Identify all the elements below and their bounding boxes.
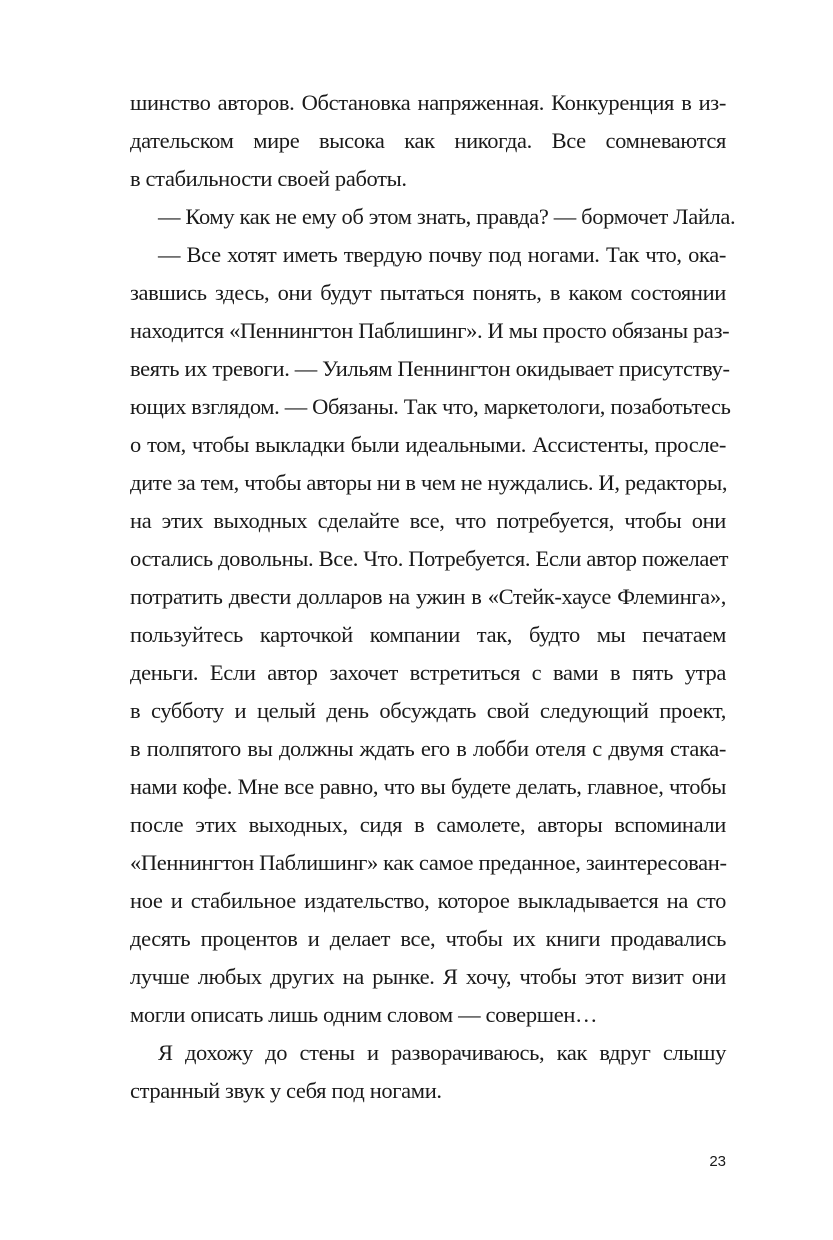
text-line: дите за тем, чтобы авторы ни в чем не нуждались. И, редакторы, bbox=[130, 470, 728, 495]
text-line: остались довольны. Все. Что. Потребуется. Если автор пожелает bbox=[130, 546, 729, 571]
text-line: ное и стабильное издательство, которое выкладывается на сто bbox=[130, 888, 726, 913]
text-line: находится «Пеннингтон Паблишинг». И мы просто обязаны раз- bbox=[130, 318, 730, 343]
text-line: завшись здесь, они будут пытаться понять, в каком состоянии bbox=[130, 280, 726, 305]
text-line: деньги. Если автор захочет встретиться с вами в пять утра bbox=[130, 660, 726, 685]
text-line: могли описать лишь одним словом — совершен… bbox=[130, 1002, 598, 1027]
text-line: в полпятого вы должны ждать его в лобби отеля с двумя стака- bbox=[130, 736, 726, 761]
text-line: десять процентов и делает все, чтобы их книги продавались bbox=[130, 926, 726, 951]
text-line: на этих выходных сделайте все, что потребуется, чтобы они bbox=[130, 508, 726, 533]
text-line: после этих выходных, сидя в самолете, авторы вспоминали bbox=[130, 812, 726, 837]
text-line: о том, чтобы выкладки были идеальными. Ассистенты, просле- bbox=[130, 432, 726, 457]
text-line: веять их тревоги. — Уильям Пеннингтон окидывает присутству- bbox=[130, 356, 730, 381]
text-line: странный звук у себя под ногами. bbox=[130, 1078, 442, 1103]
text-line: потратить двести долларов на ужин в «Стейк-хаусе Флеминга», bbox=[130, 584, 726, 609]
text-line: пользуйтесь карточкой компании так, будто мы печатаем bbox=[130, 622, 726, 647]
text-line: — Кому как не ему об этом знать, правда? — бормочет Лайла. bbox=[158, 204, 736, 229]
text-line: дательском мире высока как никогда. Все сомневаются bbox=[130, 128, 726, 153]
text-line: в субботу и целый день обсуждать свой следующий проект, bbox=[130, 698, 726, 723]
text-line: «Пеннингтон Паблишинг» как самое преданное, заинтересован- bbox=[130, 850, 727, 875]
text-line: нами кофе. Мне все равно, что вы будете делать, главное, чтобы bbox=[130, 774, 726, 799]
text-line: лучше любых других на рынке. Я хочу, чтобы этот визит они bbox=[130, 964, 726, 989]
text-line: — Все хотят иметь твердую почву под ногами. Так что, ока- bbox=[158, 242, 726, 267]
text-line: шинство авторов. Обстановка напряженная. Конкуренция в из- bbox=[130, 90, 726, 115]
text-line: Я дохожу до стены и разворачиваюсь, как вдруг слышу bbox=[158, 1040, 726, 1065]
text-line: ющих взглядом. — Обязаны. Так что, маркетологи, позаботьтесь bbox=[130, 394, 731, 419]
text-line: в стабильности своей работы. bbox=[130, 166, 407, 191]
page-number: 23 bbox=[709, 1153, 726, 1170]
